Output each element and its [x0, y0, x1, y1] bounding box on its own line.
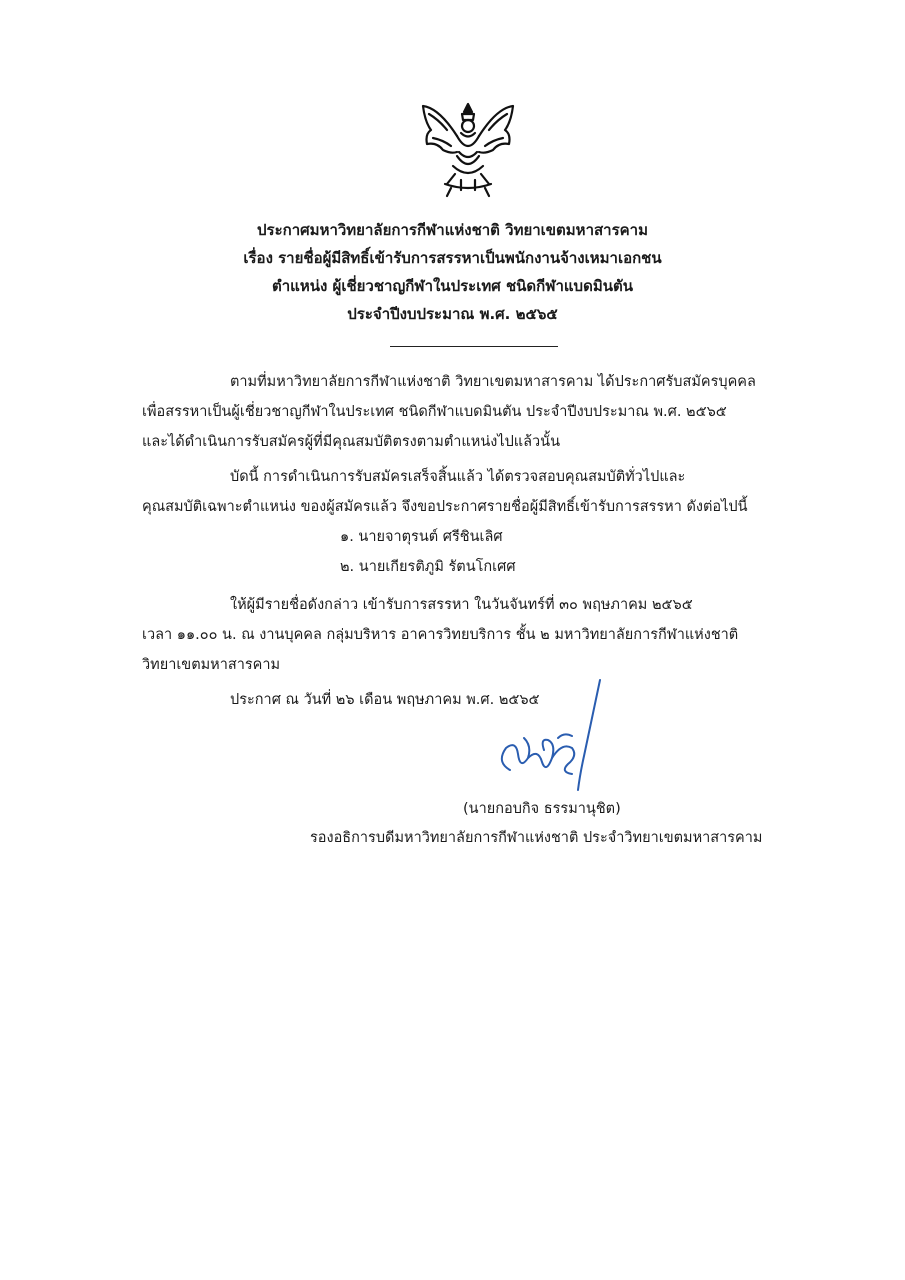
candidate-1: ๑. นายจาตุรนต์ ศรีชินเลิศ [340, 529, 503, 545]
header-divider [390, 346, 558, 347]
header-subject: เรื่อง รายชื่อผู้มีสิทธิ์เข้ารับการสรรหาเป็นพนักงานจ้างเหมาเอกชน [243, 249, 662, 267]
paragraph-2-line-1: บัดนี้ การดำเนินการรับสมัครเสร็จสิ้นแล้ว ได้ตรวจสอบคุณสมบัติทั่วไปและ [230, 469, 686, 485]
signer-title: รองอธิการบดีมหาวิทยาลัยการกีฬาแห่งชาติ ประจำวิทยาเขตมหาสารคาม [310, 830, 763, 846]
header-fiscal-year: ประจำปีงบประมาณ พ.ศ. ๒๕๖๕ [347, 305, 558, 323]
paragraph-3-line-3: วิทยาเขตมหาสารคาม [142, 657, 281, 673]
paragraph-1-line-1: ตามที่มหาวิทยาลัยการกีฬาแห่งชาติ วิทยาเขตมหาสารคาม ได้ประกาศรับสมัครบุคคล [230, 374, 756, 390]
candidate-2: ๒. นายเกียรติภูมิ รัตนโกเศศ [340, 559, 516, 575]
paragraph-3-line-1: ให้ผู้มีรายชื่อดังกล่าว เข้ารับการสรรหา ในวันจันทร์ที่ ๓๐ พฤษภาคม ๒๕๖๕ [230, 597, 693, 613]
paragraph-3-line-2: เวลา ๑๑.๐๐ น. ณ งานบุคคล กลุ่มบริหาร อาคารวิทยบริการ ชั้น ๒ มหาวิทยาลัยการกีฬาแห่งชาติ [142, 627, 739, 643]
handwritten-signature [488, 678, 608, 794]
garuda-emblem-icon [417, 100, 519, 200]
announce-date: ประกาศ ณ วันที่ ๒๖ เดือน พฤษภาคม พ.ศ. ๒๕๖๕ [230, 692, 540, 708]
header-position: ตำแหน่ง ผู้เชี่ยวชาญกีฬาในประเทศ ชนิดกีฬาแบดมินตัน [272, 277, 633, 295]
signer-name: (นายกอบกิจ ธรรมานุชิต) [463, 801, 621, 817]
paragraph-1-line-3: และได้ดำเนินการรับสมัครผู้ที่มีคุณสมบัติตรงตามตำแหน่งไปแล้วนั้น [142, 434, 561, 450]
header-title: ประกาศมหาวิทยาลัยการกีฬาแห่งชาติ วิทยาเขตมหาสารคาม [257, 221, 648, 239]
paragraph-2-line-2: คุณสมบัติเฉพาะตำแหน่ง ของผู้สมัครแล้ว จึงขอประกาศรายชื่อผู้มีสิทธิ์เข้ารับการสรรหา ดังต่อไปนี้ [142, 499, 748, 515]
paragraph-1-line-2: เพื่อสรรหาเป็นผู้เชี่ยวชาญกีฬาในประเทศ ชนิดกีฬาแบดมินตัน ประจำปีงบประมาณ พ.ศ. ๒๕๖๕ [142, 404, 727, 420]
